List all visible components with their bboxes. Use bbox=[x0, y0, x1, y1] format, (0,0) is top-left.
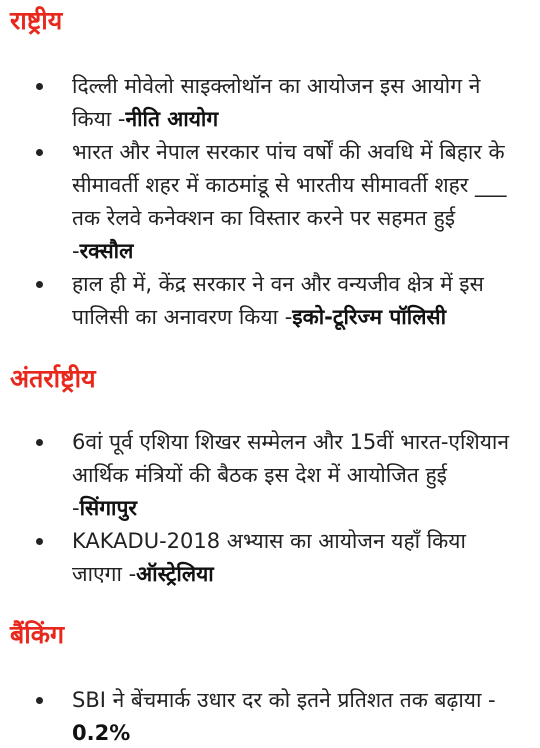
answer-text: 0.2% bbox=[72, 721, 131, 745]
list-item bbox=[0, 70, 512, 136]
question-text: हाल ही में, केंद्र सरकार ने वन और वन्यजीव क्षेत्र में इस पालिसी का अनावरण किया - bbox=[72, 272, 484, 329]
section-heading: अंतर्राष्ट्रीय bbox=[10, 364, 96, 393]
question-text: 6वां पूर्व एशिया शिखर सम्मेलन और 15वीं भारत-एशियान आर्थिक मंत्रियों की बैठक इस देश में आयोजित हुई - bbox=[72, 430, 510, 520]
list-item bbox=[0, 426, 512, 525]
question-text: भारत और नेपाल सरकार पांच वर्षों की अवधि में बिहार के सीमावर्ती शहर में काठमांडू से भारतीय सीमावर्ती शहर ___ तक रेलवे कनेक्शन का विस्तार करने पर सहमत हुई - bbox=[72, 140, 507, 263]
bullet-list bbox=[0, 70, 512, 334]
answer-text: रक्सौल bbox=[79, 239, 134, 263]
bullet-list bbox=[0, 426, 512, 591]
section-heading: राष्ट्रीय bbox=[10, 6, 63, 35]
bullet-list bbox=[0, 684, 512, 748]
list-item bbox=[0, 525, 512, 591]
list-item bbox=[0, 268, 512, 334]
list-item bbox=[0, 136, 512, 268]
question-text: KAKADU-2018 अभ्यास का आयोजन यहाँ किया जाएगा - bbox=[72, 529, 466, 586]
section-heading: बैंकिंग bbox=[10, 620, 65, 649]
answer-text: इको-टूरिज्म पॉलिसी bbox=[292, 305, 447, 329]
answer-text: नीति आयोग bbox=[125, 107, 219, 131]
answer-text: ऑस्ट्रेलिया bbox=[136, 562, 214, 586]
answer-text: सिंगापुर bbox=[79, 496, 137, 520]
question-text: SBI ने बेंचमार्क उधार दर को इतने प्रतिशत तक बढ़ाया - bbox=[72, 688, 496, 712]
list-item bbox=[0, 684, 512, 748]
question-text: दिल्ली मोवेलो साइक्लोथॉन का आयोजन इस आयोग ने किया - bbox=[72, 74, 481, 131]
